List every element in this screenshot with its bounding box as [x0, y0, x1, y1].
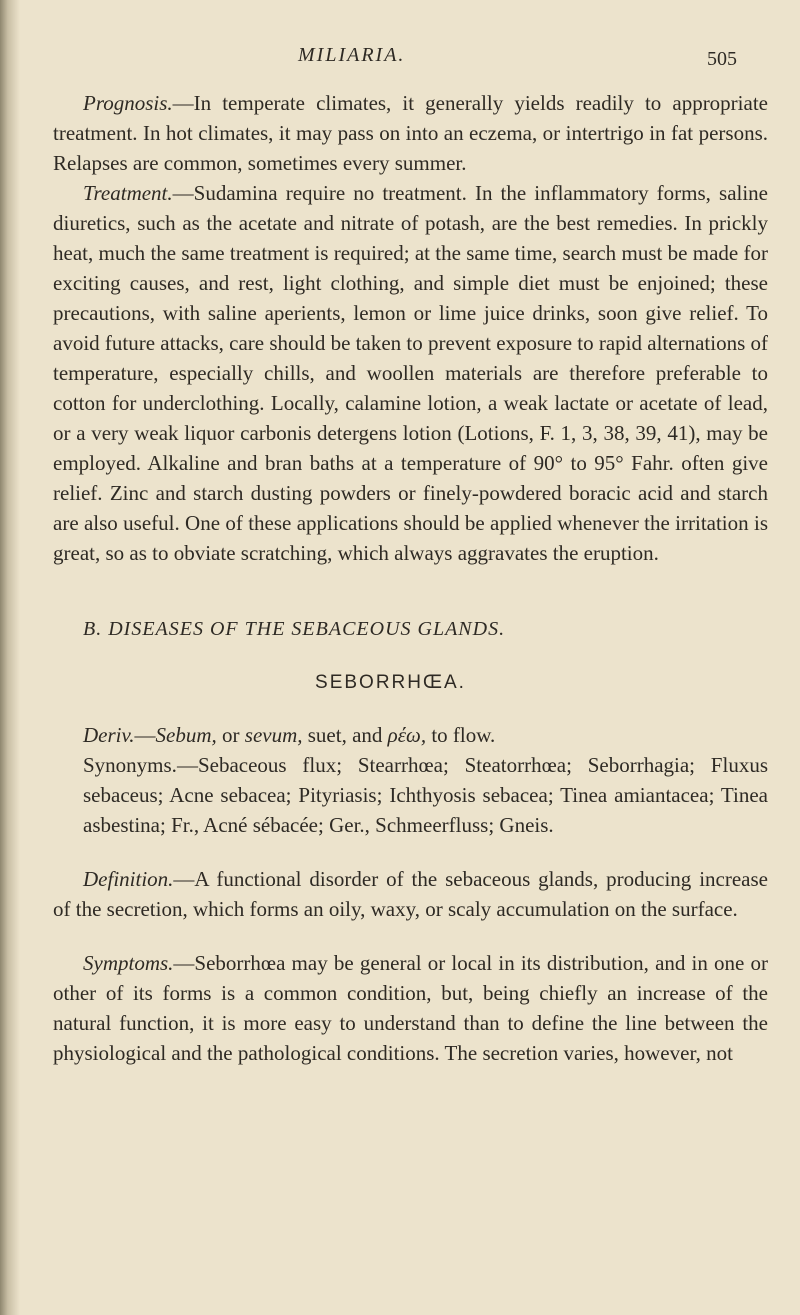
synonyms-ger: Ger., — [329, 813, 370, 837]
symptoms-label: Symptoms. — [83, 951, 174, 975]
derivation-text-3: suet, and — [302, 723, 388, 747]
running-head: MILIARIA. — [298, 44, 406, 66]
article-heading: SEBORRHŒA. — [315, 672, 466, 693]
derivation-text-2: or — [216, 723, 245, 747]
definition-text: —A functional disorder of the sebaceous glands, producing increase of the secretion, which forms an oily, waxy, or scaly accumulation on the surface. — [53, 867, 768, 921]
synonyms-text-2: Acné sébacée; — [199, 813, 330, 837]
derivation-greek: ρέω, — [387, 723, 427, 747]
derivation-paragraph — [53, 720, 768, 750]
spacer — [53, 924, 768, 948]
spacer — [53, 840, 768, 864]
derivation-text-4: to flow. — [426, 723, 496, 747]
symptoms-paragraph — [53, 948, 768, 1068]
derivation-text-1: — — [134, 723, 156, 747]
definition-paragraph — [53, 864, 768, 924]
body-text — [53, 88, 768, 1068]
definition-label: Definition. — [83, 867, 174, 891]
section-heading: B. DISEASES OF THE SEBACEOUS GLANDS. — [83, 618, 506, 640]
book-page — [53, 0, 768, 1315]
page-number: 505 — [707, 48, 737, 70]
prognosis-text: —In temperate climates, it generally yields readily to appropriate treatment. In hot climates, it may pass on into an eczema, or intertrigo in fat persons. Relapses are common, sometimes every summer. — [53, 91, 768, 175]
prognosis-label: Prognosis. — [83, 91, 173, 115]
synonyms-text-1: —Sebaceous flux; Stearrhœa; Steatorrhœa; Seborrhagia; Fluxus sebaceus; Acne sebacea; Pityriasis; Ichthyosis sebacea; Tinea amiantacea; Tinea asbestina; — [83, 753, 768, 837]
treatment-paragraph — [53, 178, 768, 568]
treatment-label: Treatment. — [83, 181, 173, 205]
symptoms-text: —Seborrhœa may be general or local in its distribution, and in one or other of its forms is a common condition, but, being chiefly an increase of the natural function, it is more easy to understand than to define the line between the physiological and the pathological conditions. The secretion varies, however, not — [53, 951, 768, 1065]
derivation-label: Deriv. — [83, 723, 135, 747]
derivation-sevum: sevum, — [244, 723, 303, 747]
synonyms-text-3: Schmeerfluss; Gneis. — [369, 813, 554, 837]
prognosis-paragraph — [53, 88, 768, 178]
synonyms-paragraph — [53, 750, 768, 840]
synonyms-fr: Fr., — [171, 813, 200, 837]
derivation-sebum: Sebum, — [155, 723, 217, 747]
treatment-text: —Sudamina require no treatment. In the inflammatory forms, saline diuretics, such as the acetate and nitrate of potash, are the best remedies. In prickly heat, much the same treatment is required; at the same time, search must be made for exciting causes, and rest, light clothing, and simple diet must be enjoined; these precautions, with saline aperients, lemon or lime juice drinks, soon give relief. To avoid future attacks, care should be taken to prevent exposure to rapid alternations of temperature, especially chills, and woollen materials are therefore preferable to cotton for underclothing. Locally, calamine lotion, a weak lactate or acetate of lead, or a very weak liquor carbonis detergens lotion (Lotions, F. 1, 3, 38, 39, 41), may be employed. Alkaline and bran baths at a temperature of 90° to 95° Fahr. often give relief. Zinc and starch dusting powders or finely-powdered boracic acid and starch are also useful. One of these applications should be applied whenever the irritation is great, so as to obviate scratching, which always aggravates the eruption. — [53, 181, 768, 565]
synonyms-label: Synonyms. — [83, 753, 177, 777]
page-gutter-shadow — [0, 0, 20, 1315]
